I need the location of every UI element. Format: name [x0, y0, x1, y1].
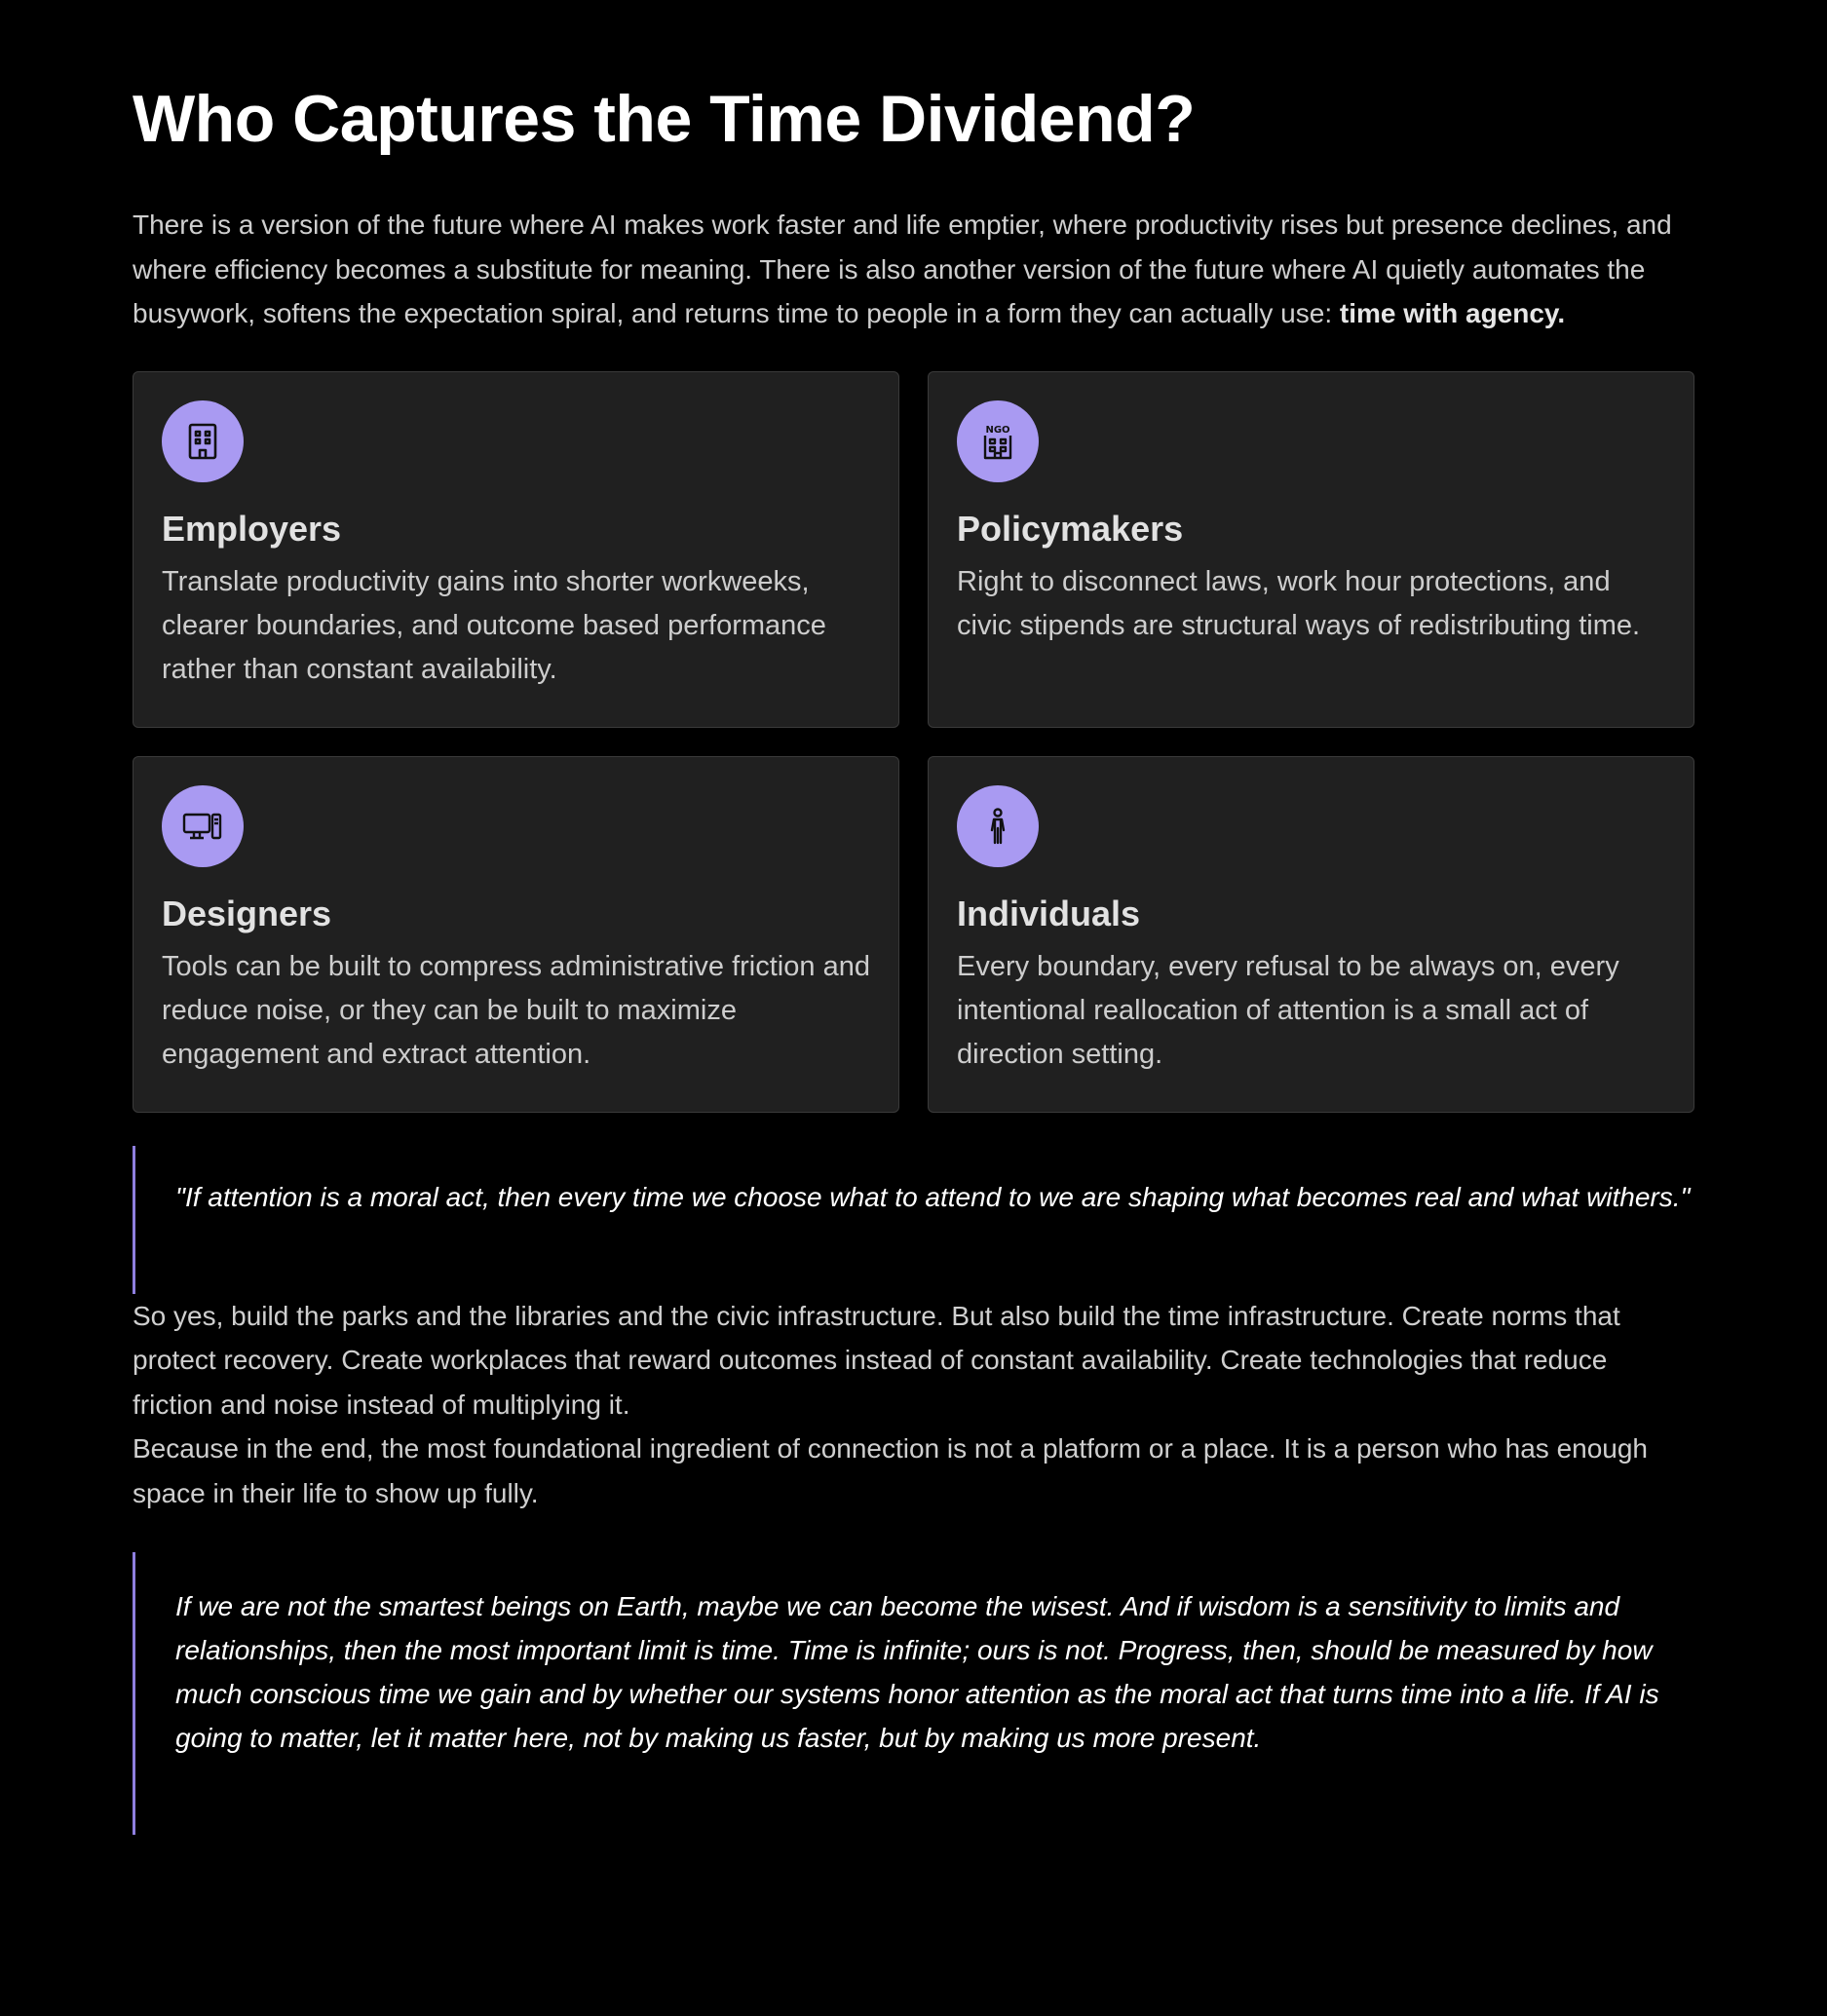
body-paragraph: So yes, build the parks and the libraries and the civic infrastructure. But also build the time infrastructure. Create norms that protect recovery. Create workplaces that reward outcomes instead of constant availability. Create technologies that reduce friction and noise instead of multiplying it. — [133, 1300, 1620, 1420]
intro-text: There is a version of the future where AI makes work faster and life emptier, where productivity rises but presence declines, and where efficiency becomes a substitute for meaning. There is also another version of the future where AI quietly automates the busywork, softens the expectation spiral, and returns time to people in a form they can actually use: — [133, 209, 1672, 328]
intro-emphasis: time with agency. — [1339, 298, 1566, 328]
card-title: Policymakers — [957, 508, 1184, 549]
intro-paragraph — [133, 203, 1694, 336]
quote-text: If we are not the smartest beings on Earth, maybe we can become the wisest. And if wisdom is a sensitivity to limits and relationships, then the most important limit is time. Time is infinite; ours is not. Progress, then, should be measured by how much conscious time we gain and by whether our systems honor attention as the moral act that turns time into a life. If AI is going to matter, let it matter here, not by making us faster, but by making us more present. — [175, 1591, 1659, 1753]
quote-text: "If attention is a moral act, then every time we choose what to attend to we are shaping what becomes real and what withers." — [175, 1181, 1691, 1212]
card-title: Designers — [162, 893, 332, 933]
card-text: Tools can be built to compress administrative friction and reduce noise, or they can be built to maximize engagement and extract attention. — [162, 950, 870, 1070]
desktop-computer-icon — [162, 785, 244, 867]
page-title: Who Captures the Time Dividend? — [133, 82, 1196, 156]
card-title: Employers — [162, 508, 342, 549]
card-policymakers — [928, 371, 1694, 728]
card-text: Every boundary, every refusal to be always on, every intentional reallocation of attention is a small act of direction setting. — [957, 950, 1619, 1070]
card-text: Translate productivity gains into shorter workweeks, clearer boundaries, and outcome based performance rather than constant availability. — [162, 565, 826, 685]
card-title: Individuals — [957, 893, 1141, 933]
card-text: Right to disconnect laws, work hour protections, and civic stipends are structural ways of redistributing time. — [957, 565, 1641, 641]
stakeholder-grid — [133, 371, 1694, 1113]
office-building-icon — [162, 400, 244, 482]
pull-quote — [133, 1146, 1694, 1294]
ngo-building-icon — [957, 400, 1039, 482]
person-icon — [957, 785, 1039, 867]
svg-text:NGO: NGO — [985, 424, 1010, 436]
closing-quote — [133, 1552, 1694, 1835]
card-designers — [133, 756, 899, 1113]
card-individuals — [928, 756, 1694, 1113]
body-paragraph: Because in the end, the most foundational ingredient of connection is not a platform or a place. It is a person who has enough space in their life to show up fully. — [133, 1433, 1648, 1508]
card-employers — [133, 371, 899, 728]
